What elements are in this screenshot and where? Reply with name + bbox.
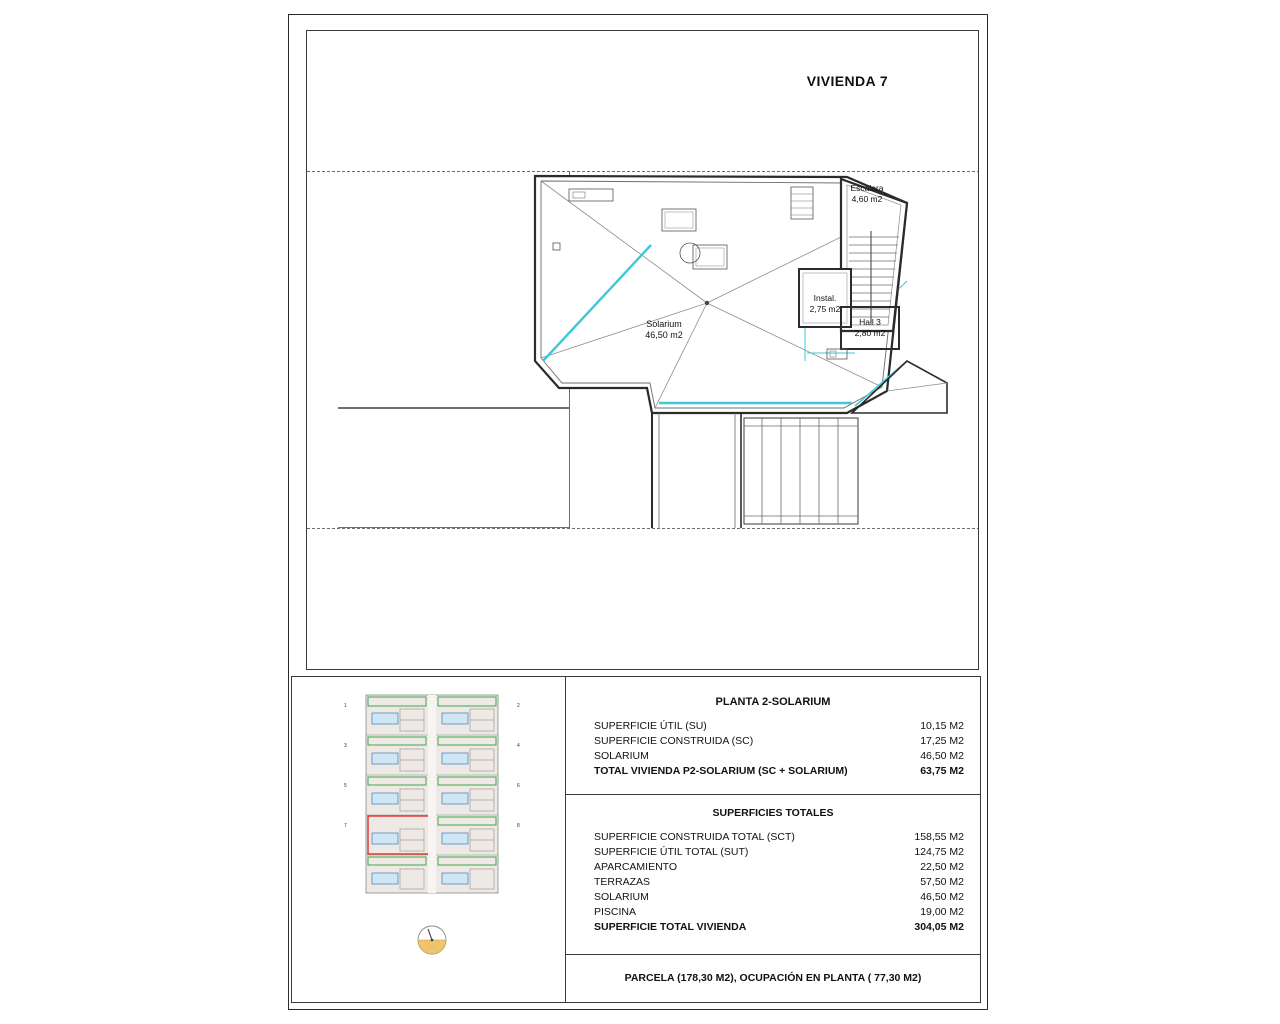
row-label: TERRAZAS <box>594 875 651 888</box>
row-label: APARCAMIENTO <box>594 860 678 873</box>
page-title: VIVIENDA 7 <box>806 73 888 89</box>
row-value: 57,50 M2 <box>920 875 964 888</box>
table-row <box>566 859 980 874</box>
keyplan-number-3: 3 <box>344 743 347 749</box>
row-value: 46,50 M2 <box>920 749 964 762</box>
row-value: 158,55 M2 <box>914 830 964 843</box>
table-row <box>566 733 980 748</box>
room-label-solarium: Solarium 46,50 m2 <box>645 319 683 341</box>
row-label: SOLARIUM <box>594 890 649 903</box>
table-row-total <box>566 763 980 778</box>
keyplan-number-2: 2 <box>517 703 520 709</box>
room-label-instal: Instal. 2,75 m2 <box>809 293 841 314</box>
row-value: 46,50 M2 <box>920 890 964 903</box>
row-value: 124,75 M2 <box>914 845 964 858</box>
table-row-total <box>566 919 980 934</box>
row-value: 19,00 M2 <box>920 905 964 918</box>
row-label: SOLARIUM <box>594 749 649 762</box>
table-row <box>566 844 980 859</box>
parcel-section <box>566 955 980 1002</box>
row-label: SUPERFICIE TOTAL VIVIENDA <box>594 920 747 933</box>
key-plan-panel <box>292 677 566 1002</box>
room-label-escalera: Escalera 4,60 m2 <box>850 183 884 204</box>
table-row <box>566 889 980 904</box>
floor-plan-drawing <box>307 31 979 670</box>
plan-panel <box>306 30 979 670</box>
row-label: SUPERFICIE CONSTRUIDA TOTAL (SCT) <box>594 830 795 843</box>
row-label: SUPERFICIE ÚTIL TOTAL (SUT) <box>594 845 749 858</box>
row-value: 63,75 M2 <box>920 764 964 777</box>
keyplan-number-8: 8 <box>517 823 520 829</box>
row-label: TOTAL VIVIENDA P2-SOLARIUM (SC + SOLARIUM) <box>594 764 848 777</box>
compass-icon <box>408 920 456 968</box>
keyplan-number-5: 5 <box>344 783 347 789</box>
floor-areas-title: PLANTA 2-SOLARIUM <box>715 696 831 708</box>
title-block <box>291 676 981 1003</box>
keyplan-number-1: 1 <box>344 703 347 709</box>
table-row <box>566 904 980 919</box>
table-row <box>566 829 980 844</box>
floor-areas-section <box>566 677 980 795</box>
keyplan-number-6: 6 <box>517 783 520 789</box>
parcel-text: PARCELA (178,30 M2), OCUPACIÓN EN PLANTA ( 77,30 M2) <box>624 972 922 984</box>
keyplan-number-4: 4 <box>517 743 520 749</box>
total-areas-title: SUPERFICIES TOTALES <box>712 807 834 819</box>
site-key-plan <box>352 689 512 904</box>
table-row <box>566 718 980 733</box>
areas-tables <box>566 677 980 1002</box>
table-row <box>566 874 980 889</box>
row-value: 304,05 M2 <box>914 920 964 933</box>
table-row <box>566 748 980 763</box>
row-label: SUPERFICIE CONSTRUIDA (SC) <box>594 734 754 747</box>
row-value: 10,15 M2 <box>920 719 964 732</box>
row-label: SUPERFICIE ÚTIL (SU) <box>594 719 707 732</box>
row-value: 22,50 M2 <box>920 860 964 873</box>
keyplan-number-7: 7 <box>344 823 347 829</box>
room-label-hall3: Hall 3 2,80 m2 <box>854 317 886 338</box>
row-value: 17,25 M2 <box>920 734 964 747</box>
row-label: PISCINA <box>594 905 637 918</box>
total-areas-section <box>566 795 980 955</box>
